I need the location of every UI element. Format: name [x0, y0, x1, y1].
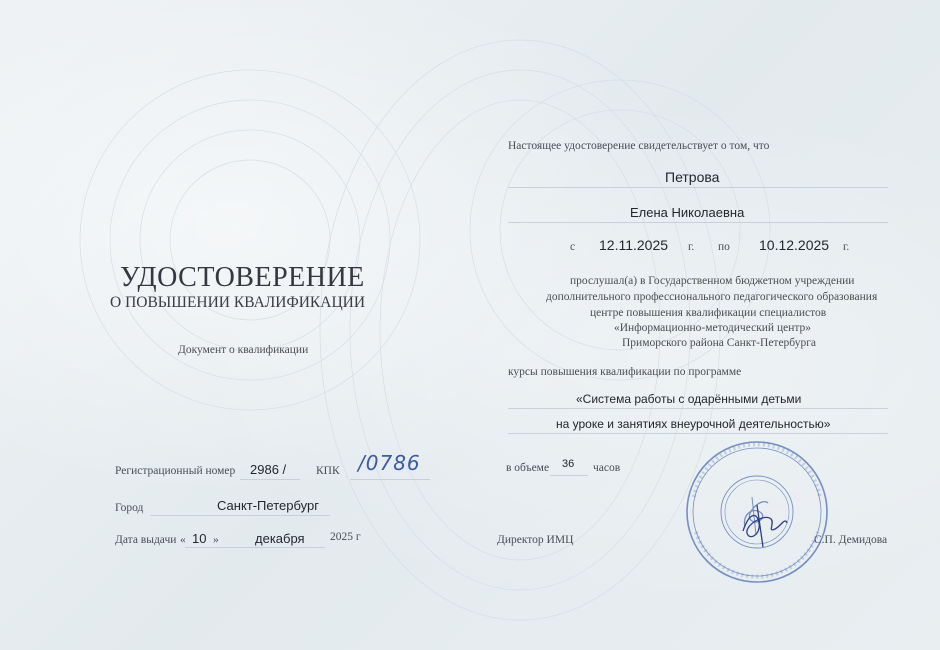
- kpk-label: КПК: [316, 465, 340, 477]
- hours-underline: [550, 475, 588, 476]
- hours-value: 36: [562, 458, 575, 470]
- given-names: Елена Николаевна: [630, 205, 745, 220]
- issue-date-month: декабря: [255, 531, 305, 546]
- issue-date-year: 2025 г: [330, 531, 361, 543]
- city-value: Санкт-Петербург: [217, 498, 319, 513]
- institution-line-2: дополнительного профессионального педагогического образования: [546, 291, 878, 303]
- issue-date-open-quote: «: [180, 534, 186, 546]
- date-to-label: по: [718, 241, 730, 253]
- volume-label: в объеме: [506, 462, 550, 474]
- hours-label: часов: [593, 462, 621, 474]
- certificate-title: УДОСТОВЕРЕНИЕ: [120, 262, 365, 293]
- certificate-subtitle: О ПОВЫШЕНИИ КВАЛИФИКАЦИИ: [110, 294, 366, 311]
- date-from: 12.11.2025: [599, 237, 669, 253]
- issue-date-close-quote: »: [213, 534, 219, 546]
- year-label-from: г.: [688, 241, 695, 253]
- institution-line-5: Приморского района Санкт-Петербурга: [622, 337, 817, 349]
- city-label: Город: [115, 502, 144, 514]
- reg-number-value: 2986 /: [250, 462, 287, 477]
- city-underline: [150, 515, 330, 516]
- institution-line-4: «Информационно-методический центр»: [614, 322, 812, 334]
- date-to: 10.12.2025: [759, 237, 830, 253]
- surname: Петрова: [665, 169, 720, 185]
- director-signature: [735, 493, 795, 553]
- reg-number-underline: [240, 479, 300, 480]
- director-name: С.П. Демидова: [814, 534, 888, 546]
- institution-line-1: прослушал(а) в Государственном бюджетном учреждении: [570, 275, 855, 287]
- surname-underline: [508, 187, 888, 188]
- document-type: Документ о квалификации: [178, 344, 309, 356]
- institution-line-3: центре повышения квалификации специалистов: [590, 307, 827, 319]
- issue-date-day: 10: [192, 531, 207, 546]
- program-label: курсы повышения квалификации по программе: [508, 366, 742, 378]
- date-from-label: с: [570, 241, 576, 253]
- reg-number-label: Регистрационный номер: [115, 465, 236, 477]
- program-name-line-1: «Система работы с одарёнными детьми: [576, 392, 802, 406]
- kpk-handwritten-number: /0786: [358, 451, 421, 475]
- intro-text: Настоящее удостоверение свидетельствует о том, что: [508, 140, 770, 152]
- director-label: Директор ИМЦ: [497, 534, 574, 546]
- kpk-underline: [350, 479, 430, 480]
- program-name-line-2: на уроке и занятиях внеурочной деятельностью»: [556, 417, 831, 431]
- given-names-underline: [508, 222, 888, 223]
- program-line-2-underline: [508, 433, 888, 434]
- program-line-1-underline: [508, 408, 888, 409]
- issue-date-underline: [185, 547, 325, 548]
- issue-date-label: Дата выдачи: [115, 534, 177, 546]
- year-label-to: г.: [843, 241, 850, 253]
